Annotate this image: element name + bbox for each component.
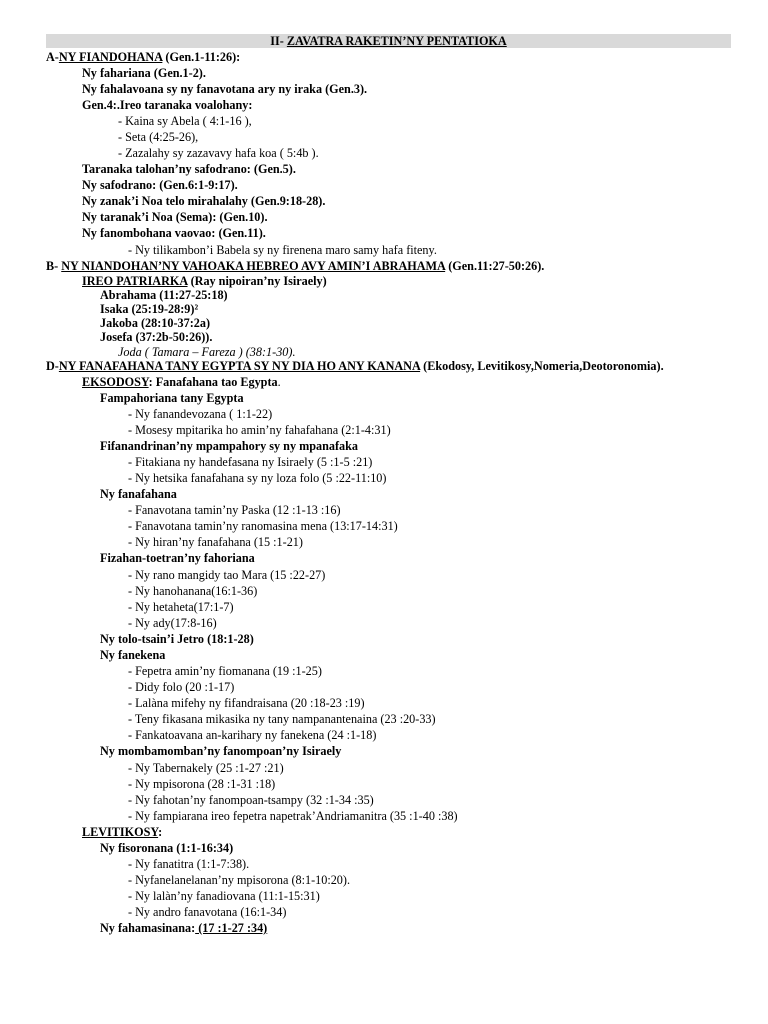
section-a-line-3: Gen.4:.Ireo taranaka voalohany: xyxy=(82,98,253,112)
eksodosy-item-1b: - Mosesy mpitarika ho amin’ny fahafahana (2:1-4:31) xyxy=(128,423,391,437)
patriarka-jakoba: Jakoba (28:10-37:2a) xyxy=(100,316,211,330)
eksodosy-item-3a: - Fanavotana tamin’ny Paska (12 :1-13 :16) xyxy=(128,503,341,517)
eksodosy-item-4b: - Ny hanohanana(16:1-36) xyxy=(128,584,258,598)
section-a-prefix: A- xyxy=(46,50,59,64)
patriarka-isaka: Isaka (25:19-28:9)² xyxy=(100,302,199,316)
levitikosy-group-1: Ny fisoronana (1:1-16:34) xyxy=(100,841,234,855)
eksodosy-group-5: Ny tolo-tsain’i Jetro (18:1-28) xyxy=(100,632,254,646)
eksodosy-group-4: Fizahan-toetran’ny fahoriana xyxy=(100,551,255,565)
eksodosy-item-6a: - Fepetra amin’ny fiomanana (19 :1-25) xyxy=(128,664,322,678)
levitikosy-item-1d: - Ny andro fanavotana (16:1-34) xyxy=(128,905,287,919)
patriarka-joda: Joda ( Tamara – Fareza ) (38:1-30). xyxy=(118,345,296,359)
eksodosy-item-7d: - Ny fampiarana ireo fepetra napetrak’Andriamanitra (35 :1-40 :38) xyxy=(128,809,458,823)
section-d-title: NY FANAFAHANA TANY EGYPTA SY NY DIA HO ANY KANANA xyxy=(58,359,421,373)
levitikosy-group-2-label: Ny fahamasinana: xyxy=(100,921,196,935)
section-b-title: NY NIANDOHAN’NY VAHOAKA HEBREO AVY AMIN’I ABRAHAMA xyxy=(61,259,446,273)
eksodosy-item-3b: - Fanavotana tamin’ny ranomasina mena (13:17-14:31) xyxy=(128,519,398,533)
section-d-ref: (Ekodosy, Levitikosy,Nomeria,Deotoronomia). xyxy=(420,359,664,373)
eksodosy-item-7c: - Ny fahotan’ny fanompoan-tsampy (32 :1-34 :35) xyxy=(128,793,374,807)
section-a-ref: (Gen.1-11:26): xyxy=(162,50,241,64)
section-a-title: NY FIANDOHANA xyxy=(58,50,163,64)
section-a-line-4: Taranaka talohan’ny safodrano: (Gen.5). xyxy=(82,162,296,176)
patriarka-ref: (Ray nipoiran’ny Isiraely) xyxy=(187,274,327,288)
eksodosy-group-6: Ny fanekena xyxy=(100,648,166,662)
section-a-line-1: Ny fahariana (Gen.1-2). xyxy=(82,66,206,80)
section-b-ref: (Gen.11:27-50:26). xyxy=(445,259,545,273)
eksodosy-title: : Fanafahana tao Egypta xyxy=(148,375,278,389)
section-a-line-2: Ny fahalavoana sy ny fanavotana ary ny iraka (Gen.3). xyxy=(82,82,368,96)
levitikosy-group-2-ref: (17 :1-27 :34) xyxy=(195,921,268,935)
eksodosy-group-7: Ny mombamomban’ny fanompoan’ny Isiraely xyxy=(100,744,342,758)
eksodosy-item-2b: - Ny hetsika fanafahana sy ny loza folo (5 :22-11:10) xyxy=(128,471,387,485)
section-a-line-5: Ny safodrano: (Gen.6:1-9:17). xyxy=(82,178,238,192)
section-a-line-3a: - Kaina sy Abela ( 4:1-16 ), xyxy=(118,114,252,128)
section-a-heading xyxy=(46,50,240,64)
levitikosy-label: LEVITIKOSY xyxy=(82,825,159,839)
levitikosy-group-2 xyxy=(100,921,267,935)
eksodosy-item-3c: - Ny hiran’ny fanafahana (15 :1-21) xyxy=(128,535,303,549)
levitikosy-heading xyxy=(82,825,162,839)
section-a-line-3b: - Seta (4:25-26), xyxy=(118,130,199,144)
section-a-line-3c: - Zazalahy sy zazavavy hafa koa ( 5:4b ). xyxy=(118,146,319,160)
levitikosy-item-1b: - Nyfanelanelanan’ny mpisorona (8:1-10:20). xyxy=(128,873,351,887)
eksodosy-item-7b: - Ny mpisorona (28 :1-31 :18) xyxy=(128,777,276,791)
eksodosy-group-3: Ny fanafahana xyxy=(100,487,177,501)
eksodosy-item-4d: - Ny ady(17:8-16) xyxy=(128,616,217,630)
eksodosy-item-4a: - Ny rano mangidy tao Mara (15 :22-27) xyxy=(128,568,326,582)
eksodosy-item-6b: - Didy folo (20 :1-17) xyxy=(128,680,235,694)
section-b-heading xyxy=(46,259,544,273)
patriarka-abrahama: Abrahama (11:27-25:18) xyxy=(100,288,228,302)
eksodosy-label: EKSODOSY xyxy=(82,375,149,389)
title-text: ZAVATRA RAKETIN’NY PENTATIOKA xyxy=(286,34,507,48)
section-a-line-8a: - Ny tilikambon’i Babela sy ny firenena maro samy hafa fiteny. xyxy=(128,243,437,257)
section-a-line-8: Ny fanombohana vaovao: (Gen.11). xyxy=(82,226,266,240)
eksodosy-heading xyxy=(82,375,281,389)
eksodosy-group-1: Fampahoriana tany Egypta xyxy=(100,391,244,405)
levitikosy-item-1c: - Ny lalàn’ny fanadiovana (11:1-15:31) xyxy=(128,889,320,903)
section-a-line-6: Ny zanak’i Noa telo mirahalahy (Gen.9:18-28). xyxy=(82,194,326,208)
eksodosy-item-6e: - Fankatoavana an-karihary ny fanekena (24 :1-18) xyxy=(128,728,377,742)
eksodosy-item-6d: - Teny fikasana mikasika ny tany nampanantenaina (23 :20-33) xyxy=(128,712,436,726)
levitikosy-item-1a: - Ny fanatitra (1:1-7:38). xyxy=(128,857,250,871)
eksodosy-item-6c: - Lalàna mifehy ny fifandraisana (20 :18-23 :19) xyxy=(128,696,365,710)
eksodosy-item-4c: - Ny hetaheta(17:1-7) xyxy=(128,600,234,614)
section-a-line-7: Ny taranak’i Noa (Sema): (Gen.10). xyxy=(82,210,268,224)
eksodosy-group-2: Fifanandrinan’ny mpampahory sy ny mpanafaka xyxy=(100,439,359,453)
document-title xyxy=(46,34,731,48)
eksodosy-dot: . xyxy=(277,375,281,389)
patriarka-title: IREO PATRIARKA xyxy=(82,274,188,288)
eksodosy-item-2a: - Fitakiana ny handefasana ny Isiraely (5 :1-5 :21) xyxy=(128,455,373,469)
eksodosy-item-7a: - Ny Tabernakely (25 :1-27 :21) xyxy=(128,761,284,775)
title-prefix: II- xyxy=(270,34,287,48)
section-d-heading xyxy=(46,359,664,373)
eksodosy-item-1a: - Ny fanandevozana ( 1:1-22) xyxy=(128,407,273,421)
section-d-prefix: D- xyxy=(46,359,59,373)
patriarka-heading xyxy=(82,274,327,288)
levitikosy-colon: : xyxy=(158,825,163,839)
patriarka-josefa: Josefa (37:2b-50:26)). xyxy=(100,330,213,344)
section-b-prefix: B- xyxy=(46,259,62,273)
